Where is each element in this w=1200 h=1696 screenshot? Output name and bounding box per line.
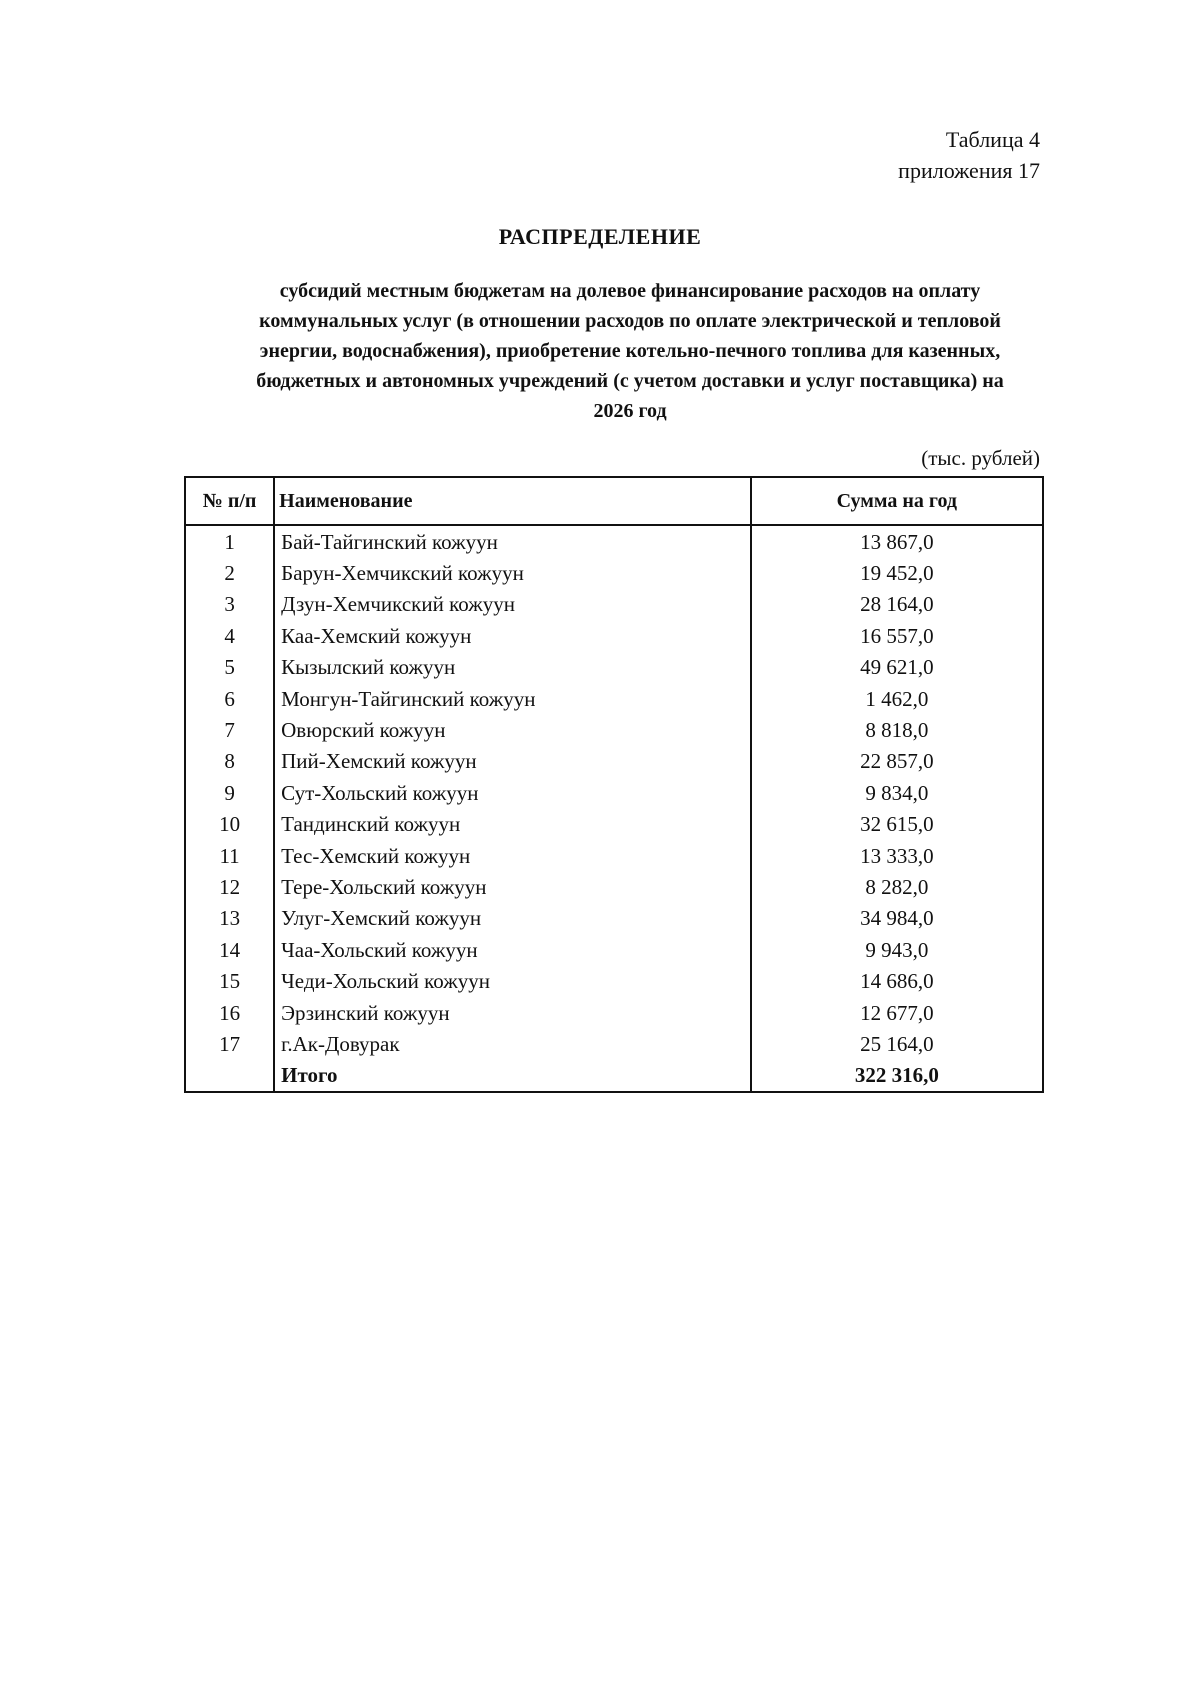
region-name-cell: Дзун-Хемчикский кожуун [274,589,750,620]
row-number-cell: 4 [185,620,274,651]
table-reference [898,124,1040,186]
row-sum-cell: 13 867,0 [751,525,1043,557]
table-row [185,903,1043,934]
row-sum-cell: 9 834,0 [751,777,1043,808]
row-number-cell: 7 [185,714,274,745]
table-row [185,997,1043,1028]
row-sum-cell: 14 686,0 [751,965,1043,996]
row-number-cell: 17 [185,1028,274,1059]
column-header-name: Наименование [274,477,750,525]
table-row [185,809,1043,840]
region-name-cell: г.Ак-Довурак [274,1028,750,1059]
region-name-cell: Сут-Хольский кожуун [274,777,750,808]
region-name-cell: Барун-Хемчикский кожуун [274,557,750,588]
region-name-cell: Кызылский кожуун [274,652,750,683]
row-number-cell: 11 [185,840,274,871]
subtitle-line: бюджетных и автономных учреждений (с учетом доставки и услуг поставщика) на [256,370,1004,392]
row-number-cell: 6 [185,683,274,714]
subtitle-line: коммунальных услуг (в отношении расходов по оплате электрической и тепловой [259,310,1001,332]
region-name-cell: Овюрский кожуун [274,714,750,745]
table-row [185,683,1043,714]
row-number-cell: 5 [185,652,274,683]
table-row [185,525,1043,557]
total-row [185,1060,1043,1092]
row-sum-cell: 19 452,0 [751,557,1043,588]
row-number-cell: 10 [185,809,274,840]
row-number-cell: 3 [185,589,274,620]
table-row [185,871,1043,902]
row-number-cell: 14 [185,934,274,965]
row-number-cell: 16 [185,997,274,1028]
column-header-number: № п/п [185,477,274,525]
region-name-cell: Улуг-Хемский кожуун [274,903,750,934]
table-row [185,777,1043,808]
row-number-cell: 13 [185,903,274,934]
table-row [185,557,1043,588]
row-number-cell: 1 [185,525,274,557]
table-header-row [185,477,1043,525]
region-name-cell: Тере-Хольский кожуун [274,871,750,902]
row-number-cell: 8 [185,746,274,777]
table-body [185,525,1043,1092]
region-name-cell: Чеди-Хольский кожуун [274,965,750,996]
table-row [185,620,1043,651]
region-name-cell: Пий-Хемский кожуун [274,746,750,777]
row-sum-cell: 22 857,0 [751,746,1043,777]
table-row [185,840,1043,871]
row-number-cell: 12 [185,871,274,902]
table-number: Таблица 4 [945,127,1040,152]
row-number-cell: 2 [185,557,274,588]
row-sum-cell: 12 677,0 [751,997,1043,1028]
row-sum-cell: 49 621,0 [751,652,1043,683]
document-title: РАСПРЕДЕЛЕНИЕ [498,224,702,249]
row-sum-cell: 9 943,0 [751,934,1043,965]
row-sum-cell: 25 164,0 [751,1028,1043,1059]
row-sum-cell: 8 818,0 [751,714,1043,745]
region-name-cell: Чаа-Хольский кожуун [274,934,750,965]
column-header-sum: Сумма на год [751,477,1043,525]
row-sum-cell: 16 557,0 [751,620,1043,651]
row-sum-cell: 1 462,0 [751,683,1043,714]
table-row [185,934,1043,965]
table-row [185,965,1043,996]
row-sum-cell: 28 164,0 [751,589,1043,620]
appendix-number: приложения 17 [898,158,1040,183]
units-label: (тыс. рублей) [921,446,1040,470]
row-number-cell: 15 [185,965,274,996]
distribution-table [184,476,1044,1093]
row-sum-cell: 13 333,0 [751,840,1043,871]
region-name-cell: Тандинский кожуун [274,809,750,840]
row-sum-cell: 34 984,0 [751,903,1043,934]
total-sum-cell: 322 316,0 [751,1060,1043,1092]
subtitle-line: энергии, водоснабжения), приобретение котельно-печного топлива для казенных, [259,340,1001,362]
document-subtitle [190,276,1070,426]
region-name-cell: Эрзинский кожуун [274,997,750,1028]
row-sum-cell: 8 282,0 [751,871,1043,902]
region-name-cell: Каа-Хемский кожуун [274,620,750,651]
table-row [185,1028,1043,1059]
total-label-cell: Итого [274,1060,750,1092]
row-number-cell: 9 [185,777,274,808]
row-sum-cell: 32 615,0 [751,809,1043,840]
table-row [185,746,1043,777]
total-number-cell [185,1060,274,1092]
region-name-cell: Монгун-Тайгинский кожуун [274,683,750,714]
table-row [185,714,1043,745]
region-name-cell: Бай-Тайгинский кожуун [274,525,750,557]
subtitle-line: субсидий местным бюджетам на долевое финансирование расходов на оплату [279,280,981,302]
table-row [185,652,1043,683]
table-row [185,589,1043,620]
region-name-cell: Тес-Хемский кожуун [274,840,750,871]
subtitle-line: 2026 год [593,400,667,422]
